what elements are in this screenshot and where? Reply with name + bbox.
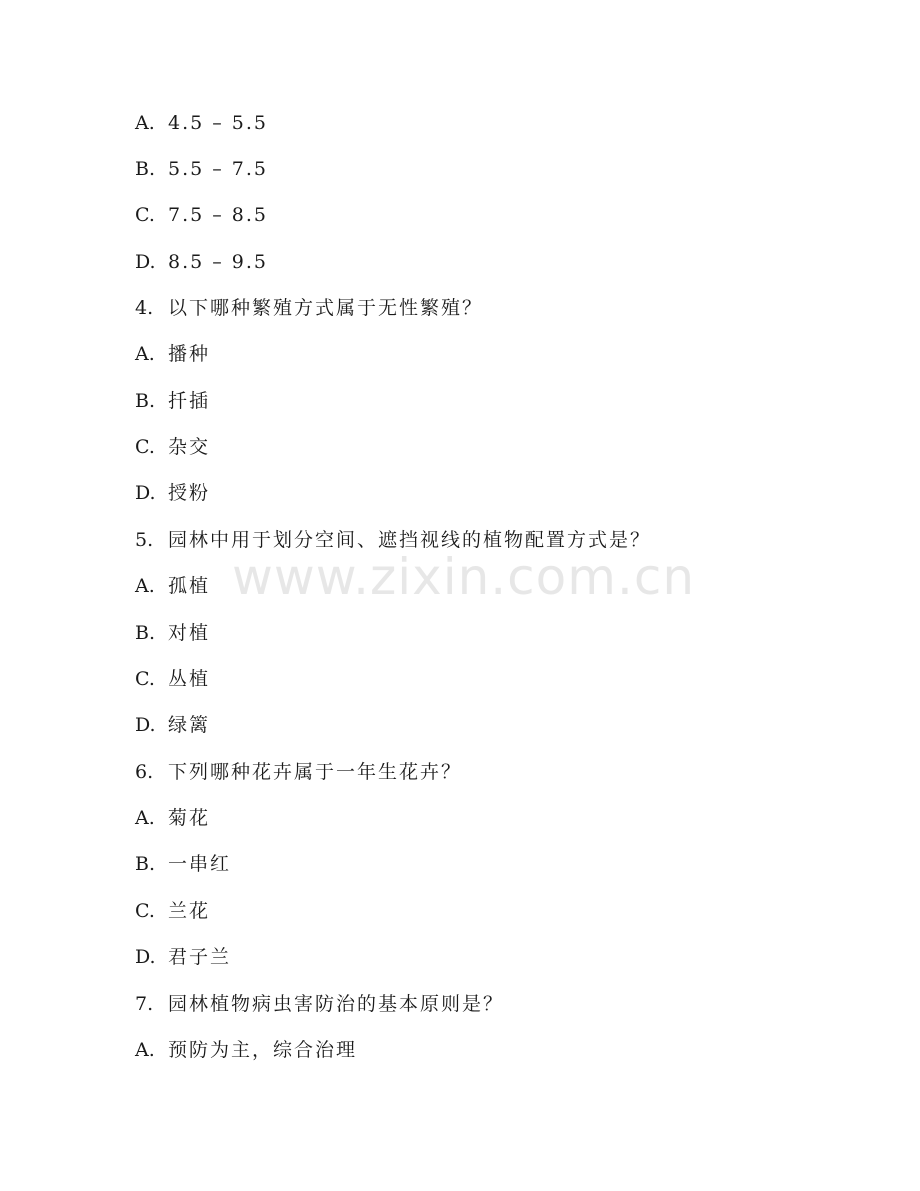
option-key: D. [135,946,156,968]
option-text: 孤植 [168,575,211,597]
option-text: 兰花 [168,900,211,922]
question-line [135,293,483,323]
option-line [135,432,210,462]
question-text: 园林中用于划分空间、遮挡视线的植物配置方式是？ [168,529,652,551]
option-line [135,1035,357,1065]
option-line [135,942,231,972]
question-number: 4. [135,297,154,319]
option-key: A. [135,575,155,597]
option-text: 授粉 [168,482,211,504]
option-key: B. [135,622,156,644]
question-line [135,989,504,1019]
question-number: 5. [135,529,154,551]
option-text: 丛植 [168,668,211,690]
option-key: A. [135,1039,155,1061]
option-line [135,664,210,694]
option-line [135,571,210,601]
option-key: D. [135,482,156,504]
option-text: 一串红 [168,853,232,875]
question-text: 园林植物病虫害防治的基本原则是？ [168,993,505,1015]
watermark: www.zixin.com.cn [232,548,696,606]
option-key: C. [135,668,155,690]
option-text: 扦插 [168,390,211,412]
option-key: A. [135,343,155,365]
option-text: 菊花 [168,807,211,829]
option-key: A. [135,112,155,134]
option-key: D. [135,251,156,273]
option-text: 5.5 – 7.5 [168,158,269,180]
question-line [135,757,462,787]
option-key: C. [135,436,155,458]
option-line [135,896,210,926]
question-number: 7. [135,993,154,1015]
option-line [135,154,268,184]
option-line [135,386,210,416]
option-key: B. [135,853,156,875]
option-key: B. [135,158,156,180]
option-text: 君子兰 [168,946,232,968]
option-text: 8.5 – 9.5 [168,251,269,273]
option-line [135,803,210,833]
option-key: B. [135,390,156,412]
option-line [135,710,210,740]
option-key: A. [135,807,155,829]
option-line [135,200,268,230]
option-text: 预防为主，综合治理 [168,1039,358,1061]
question-number: 6. [135,761,154,783]
option-text: 7.5 – 8.5 [168,204,269,226]
option-key: C. [135,900,155,922]
option-text: 播种 [168,343,211,365]
question-text: 以下哪种繁殖方式属于无性繁殖？ [168,297,484,319]
option-line [135,618,210,648]
option-line [135,247,268,277]
option-line [135,108,268,138]
option-text: 4.5 – 5.5 [168,112,269,134]
option-line [135,849,231,879]
option-key: D. [135,714,156,736]
option-text: 杂交 [168,436,211,458]
option-line [135,339,210,369]
option-line [135,478,210,508]
option-text: 对植 [168,622,211,644]
option-key: C. [135,204,155,226]
option-text: 绿篱 [168,714,211,736]
question-text: 下列哪种花卉属于一年生花卉？ [168,761,463,783]
